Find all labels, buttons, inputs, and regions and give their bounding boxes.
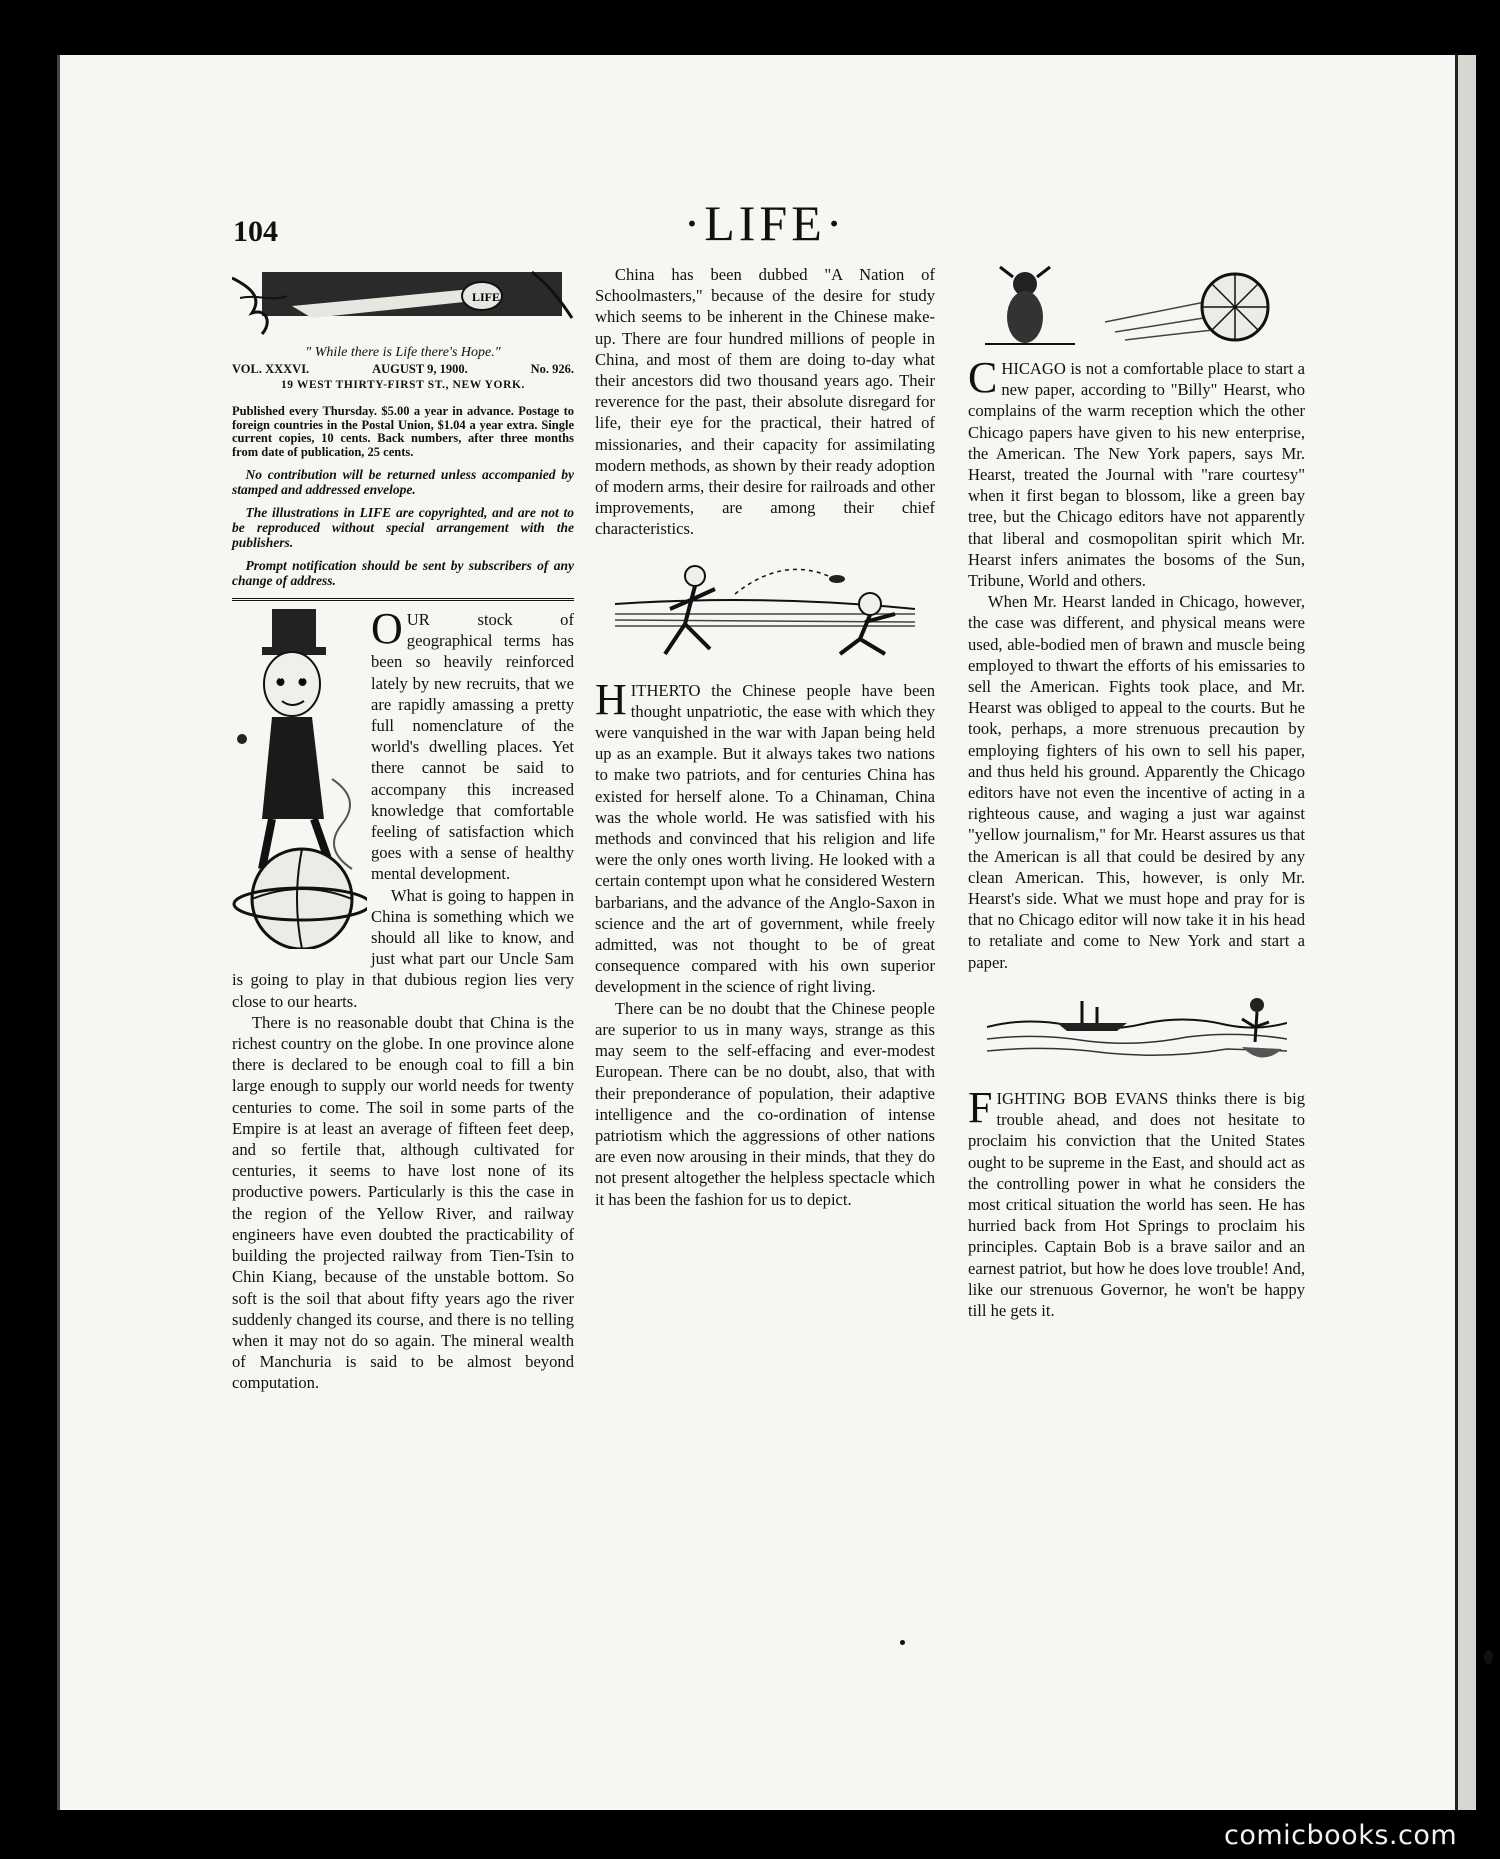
masthead-title: ·LIFE· [683,195,847,251]
warship-illustration [987,987,1287,1072]
header-vignette-illustration [232,268,574,338]
column-3 [968,353,1305,1321]
globe-caricature-illustration [232,609,367,949]
hitherto-paragraph-1: ITHERTO the Chinese people have been thought unpatriotic, the ease with which they were vanquished in the war with Japan being held up as an example. But it always takes two nations to make two patriots, and for centuries China has existed for herself alone. To a Chinaman, China was the whole world. He was satisfied with his methods and convinced that his religion and life were the only ones worth living. He looked with a certain contempt upon what he considered Western barbarians, and the advance of the Anglo-Saxon in science and the art of government, while freely admitted, was not thought to be of great consequence compared with his own superior development in the science of right living. [595,680,935,997]
monkey-wheel-illustration [985,262,1285,357]
address-change-notice: Prompt notification should be sent by subscribers of any change of address. [232,558,574,588]
issue-number: No. 926. [530,362,574,376]
issue-date: AUGUST 9, 1900. [372,362,468,376]
chicago-paragraph-1: HICAGO is not a comfortable place to start a new paper, according to "Billy" Hearst, who complains of the warm reception which the other Chicago papers have given to his new enterprise, the American. The New York papers, says Mr. Hearst, treated the Journal with "rare courtesy" when it first began to blossom, like a green bay tree, but the Chicago editors have not apparently that liberal and cosmopolitan spirit which Mr. Hearst infers animates the bosoms of the Sun, Tribune, World and others. [968,359,1305,591]
publisher-address: 19 WEST THIRTY-FIRST ST., NEW YORK. [280,379,526,391]
ink-speck [1484,1650,1493,1664]
motto: " While there is Life there's Hope." [305,345,501,360]
chicago-paragraph-2: When Mr. Hearst landed in Chicago, however, the case was different, and physical means were used, able-bodied men of brawn and muscle being employed to thwart the efforts of his emissaries to sell the American. Fights took place, and Mr. Hearst was obliged to appeal to the courts. But he took, perhaps, a more strenuous precaution by employing fighters of his own to sell his paper, and thus held his ground. Apparently the Chicago editors have not even the incentive of acting in a righteous cause, and waging a just war against "yellow journalism," for Mr. Hearst assures us that the American is all that could be desired by any clean American. This, however, is only Mr. Hearst's side. What we must hope and pray for is that no Chicago editor will now take it in his head to retaliate and come to New York and start a paper. [968,592,1305,972]
china-paragraph-1: UR stock of geographical terms has been so heavily reinforced lately by new recruits, that we are rapidly amassing a pretty full nomenclature of the world's dwelling places. Yet there cannot be said to accompany this increased knowledge that comfortable feeling of satisfaction which goes with a sense of healthy mental development. [371,610,574,884]
subscription-info: Published every Thursday. $5.00 a year in advance. Postage to foreign countries in the Postal Union, $1.04 a year extra. Single current copies, 10 cents. Back numbers, after three months from date of publication, 25 cents. [232,404,574,459]
dropcap-o: O [371,604,403,653]
site-watermark: comicbooks.com [1224,1820,1458,1851]
binding-edge [57,55,60,1810]
dropcap-c: C [968,353,998,402]
article-china [232,604,574,1394]
evans-paragraph-1: IGHTING BOB EVANS thinks there is big trouble ahead, and does not hesitate to proclaim his conviction that the United States ought to be supreme in the East, and should act as the controlling power in what he considers the most critical situation the world has seen. He has hurried back from Hot Springs to proclaim his principles. Captain Bob is a brave sailor and an earnest patriot, but how he does love trouble! And, like our strenuous Governor, he won't be happy till he gets it. [968,1088,1305,1320]
ink-speck [900,1640,905,1645]
hitherto-paragraph-2: There can be no doubt that the Chinese people are superior to us in many ways, strange as this may seem to the self-effacing and ever-modest European. There can be no doubt, also, that with their preponderance of population, their adaptive intelligence and the co-ordination of intense patriotism which the aggressions of other nations are even now arousing in their minds, that they do not present altogether the helpless spectacle which it has been the fashion for us to depict. [595,998,935,1209]
page-number: 104 [233,215,278,248]
vignette-life-text: LIFE [472,290,501,304]
dropcap-h: H [595,674,627,724]
volume-line [232,361,574,377]
runners-illustration [615,554,915,664]
china-paragraph-3: There is no reasonable doubt that China is the richest country on the globe. In one province alone there is declared to be enough coal to fill a bin large enough to supply our world needs for twenty centuries to come. The soil in some parts of the Empire is at least an average of fifteen feet deep, and so fertile that, although cultivated for centuries, it seems to have lost none of its productive powers. Particularly is this the case in the region of the Yellow River, and railway engineers have even doubted the practicability of building the projected railway from Tien-Tsin to Chin Kiang, because of the unstable bottom. So soft is the soil that about fifty years ago the river suddenly changed its course, and there is no telling when it may not do so again. The mineral wealth of Manchuria is said to be almost beyond computation. [232,1012,574,1393]
adjacent-page-edge [1455,55,1476,1810]
illustrations-notice: The illustrations in LIFE are copyrighted, and are not to be reproduced without special arrangement with the publishers. [232,505,574,550]
column-1 [232,268,574,1394]
china-paragraph-2: What is going to happen in China is something which we should all like to know, and just what part our Uncle Sam is going to play in that dubious region lies very close to our hearts. [232,885,574,1011]
china-paragraph-4: China has been dubbed "A Nation of Schoolmasters," because of the desire for study which seems to be inherent in the Chinese make-up. There are four hundred millions of people in China, and most of them are doing to-day what their ancestors did two thousand years ago. Their reverence for the past, their absolute disregard for life, their eye for the practical, their hatred of missionaries, and their capacity for assimilating modern methods, as shown by their ready adoption of modern arms, their desire for railroads and other improvements, are among their chief characteristics. [595,265,935,539]
volume-number: VOL. XXXVI. [232,362,310,376]
dropcap-f: F [968,1082,993,1132]
section-rule [232,598,574,601]
column-2 [595,264,935,1210]
contributions-notice: No contribution will be returned unless accompanied by stamped and addressed envelope. [232,467,574,497]
